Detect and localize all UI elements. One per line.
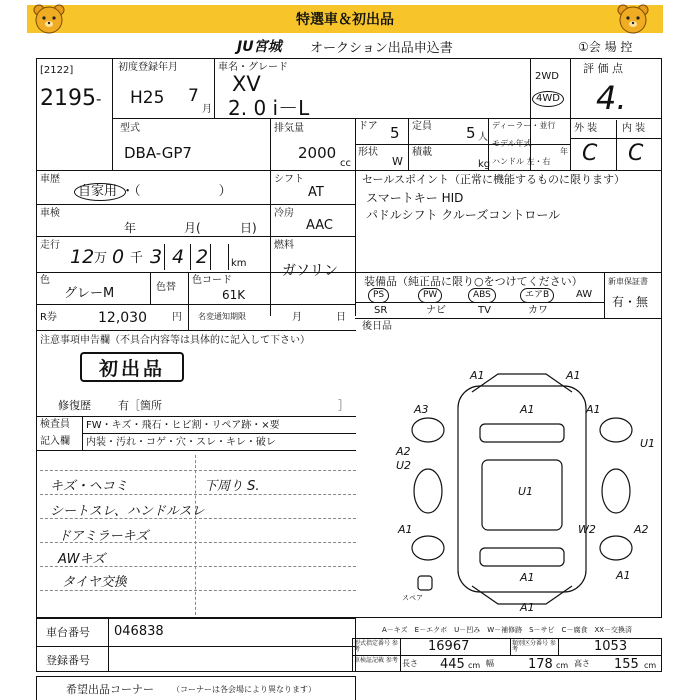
model-value: DBA-GP7 — [124, 144, 192, 162]
equip-leather: カワ — [528, 305, 548, 316]
form-title: オークション出品申込書 — [310, 41, 453, 56]
rating-score: 4. — [596, 79, 627, 117]
damage-mark: U2 — [396, 459, 412, 472]
warranty-value: 有・無 — [612, 295, 649, 309]
spare-label: スペア — [402, 594, 423, 602]
selling-point-2: パドルシフト クルーズコントロール — [366, 208, 561, 222]
width-unit: cm — [556, 661, 569, 670]
aircon-value: AAC — [306, 218, 333, 233]
handwritten-note-3: ドアミラーキズ — [58, 529, 149, 544]
damage-mark: A3 — [414, 403, 429, 416]
inspection-month-unit: 月( — [184, 221, 201, 235]
shift-value: AT — [308, 185, 324, 200]
equipment-label: 装備品（純正品に限り○をつけてください） — [364, 275, 583, 288]
chassis-label: 車台番号 — [46, 626, 90, 639]
inspector-entry-label: 記入欄 — [40, 436, 70, 447]
registration-label: 登録番号 — [46, 654, 90, 667]
warranty-label: 新車保証書 — [608, 277, 648, 286]
mileage-unit: km — [231, 258, 247, 269]
exterior-label: 外 装 — [574, 123, 598, 134]
handwritten-note-2: シートスレ、ハンドルスレ — [50, 504, 205, 519]
dims-label: 車検証記載 参考 — [354, 657, 398, 664]
damage-mark: A1 — [470, 369, 485, 382]
capacity-value: 5 — [466, 124, 476, 142]
inspector-row-1: FW・キズ・飛石・ヒビ割・リペア跡・×要 — [86, 420, 280, 431]
category-label: 類別区分番号 参考 — [512, 640, 556, 653]
length-unit: cm — [468, 661, 481, 670]
model-label: 型式 — [120, 123, 140, 134]
mileage-ju: 4 — [172, 246, 185, 268]
equip-tv: TV — [478, 305, 491, 316]
rear-seat-label: 後日品 — [362, 321, 392, 332]
damage-mark: A2 — [634, 523, 649, 536]
lot-dash: - — [96, 90, 102, 108]
damage-mark: A1 — [520, 403, 535, 416]
banner-title: 特選車＆初出品 — [296, 12, 394, 28]
lot-number: 2195 — [40, 86, 96, 111]
equip-navi: ナビ — [426, 305, 446, 316]
capacity-unit: 人 — [478, 132, 488, 143]
displacement-value: 2000 — [298, 144, 337, 162]
rating-label: 評 価 点 — [583, 62, 623, 75]
equip-pw: PW — [418, 288, 442, 303]
fuel-label: 燃料 — [274, 240, 294, 251]
handwritten-note-1: キズ・ヘコミ — [50, 479, 128, 494]
first-listing-stamp: 初出品 — [80, 352, 184, 382]
history-value: 自家用 ・（ ） — [78, 184, 232, 199]
inspector-label: 検査員 — [40, 419, 70, 430]
damage-mark: A1 — [520, 571, 535, 584]
color-code: 61K — [222, 288, 246, 302]
chassis-value: 046838 — [114, 624, 164, 639]
model-designation: 16967 — [428, 639, 470, 654]
reg-month-unit: 月 — [202, 104, 212, 115]
notes-label: 注意事項申告欄（不具合内容等は具体的に記入して下さい） — [40, 335, 310, 346]
shape-value: W — [392, 155, 403, 168]
wish-corner-note: （コーナーは各会場により異なります） — [172, 685, 316, 694]
reg-month: 7 — [188, 86, 199, 106]
drive-4wd: 4WD — [536, 93, 560, 104]
displacement-label: 排気量 — [274, 123, 304, 134]
damage-mark: A1 — [586, 403, 601, 416]
drive-2wd: 2WD — [535, 71, 559, 82]
category-number: 1053 — [594, 639, 628, 654]
length-label: 長さ — [402, 659, 418, 668]
damage-mark: W2 — [578, 523, 596, 536]
handwritten-note-4: AWキズ — [58, 552, 106, 567]
repair-close: ］ — [338, 399, 349, 412]
equip-sr: SR — [374, 305, 388, 316]
model-year-label: モデル年式 — [492, 139, 532, 148]
height-value: 155 — [614, 657, 639, 672]
load-label: 積載 — [412, 147, 432, 158]
car-name: XV — [232, 72, 261, 96]
equip-airbag: エアB — [520, 288, 554, 303]
equip-ps: PS — [368, 288, 389, 303]
bear-mascot-icon — [32, 3, 66, 35]
damage-mark: A1 — [520, 601, 535, 614]
model-year-unit: 年 — [560, 147, 568, 156]
model-designation-label: 型式指定番号 参考 — [354, 640, 398, 653]
shape-label: 形状 — [358, 147, 378, 158]
inspection-year-unit: 年 — [124, 221, 137, 235]
damage-legend: A－キズ E－エクボ U－凹み W－補修跡 S－サビ C－腐食 XX－交換済 — [382, 626, 633, 634]
repaint-label: 色替 — [156, 282, 176, 293]
damage-mark: U1 — [518, 485, 534, 498]
repair-value: 有［箇所 — [118, 399, 162, 412]
lot-small-number: [2122] — [40, 65, 74, 76]
dealer-label: ディーラー・並行 — [492, 121, 556, 130]
mileage-hyaku: 3 — [150, 246, 163, 268]
first-reg-label: 初度登録年月 — [118, 62, 178, 73]
damage-mark: A1 — [398, 523, 413, 536]
fuel-value: ガソリン — [282, 263, 338, 279]
recycle-value: 12,030 — [98, 310, 147, 326]
doors-label: ドア — [358, 121, 378, 132]
color-code-label: 色コード — [192, 275, 232, 286]
displacement-unit: cc — [340, 158, 351, 169]
equip-abs: ABS — [468, 288, 496, 303]
handwritten-note-right: 下周り S. — [204, 479, 260, 494]
name-change-notice-label: 名変通知期限 — [198, 312, 246, 321]
length-value: 445 — [440, 657, 465, 672]
color-value: グレーM — [64, 286, 115, 301]
width-label: 幅 — [486, 659, 494, 668]
interior-grade: C — [628, 141, 644, 166]
handwritten-note-5: タイヤ交換 — [62, 575, 127, 590]
mileage-label: 走行 — [40, 240, 60, 251]
recycle-unit: 円 — [172, 312, 182, 323]
interior-label: 内 装 — [622, 123, 646, 134]
mileage-ichi: 2 — [196, 246, 209, 268]
damage-mark: A1 — [616, 569, 631, 582]
top-banner — [27, 5, 663, 33]
recycle-label: R券 — [40, 312, 57, 323]
equip-aw: AW — [576, 289, 593, 300]
mileage-man-unit: 万 — [94, 251, 108, 266]
notice-month-unit: 月 — [292, 312, 302, 323]
wish-corner-label: 希望出品コーナー — [66, 683, 154, 696]
shift-label: シフト — [274, 174, 304, 185]
mileage-sen: 0 — [112, 246, 125, 268]
car-name-label: 車名・グレード — [218, 62, 288, 73]
damage-mark: U1 — [640, 437, 656, 450]
mileage-sen-unit: 千 — [130, 251, 144, 266]
width-value: 178 — [528, 657, 553, 672]
aircon-label: 冷房 — [274, 208, 294, 219]
doors-value: 5 — [390, 124, 400, 142]
brand-logo: JU宮城 — [237, 39, 282, 55]
notice-day-unit: 日 — [336, 312, 346, 323]
height-label: 高さ — [574, 659, 590, 668]
selling-point-1: スマートキー HID — [366, 191, 464, 205]
inspector-row-2: 内装・汚れ・コゲ・穴・スレ・キレ・破レ — [86, 437, 276, 448]
inspection-day-unit: 日) — [240, 221, 257, 235]
damage-mark: A2 — [396, 445, 411, 458]
reg-era-year: H25 — [130, 88, 165, 108]
mileage-man: 12 — [70, 246, 95, 268]
exterior-grade: C — [582, 141, 598, 166]
history-label: 車歴 — [40, 174, 60, 185]
load-unit: kg — [478, 159, 491, 170]
handle-label: ハンドル 左・右 — [492, 157, 551, 166]
venue-control: ①会 場 控 — [578, 40, 633, 54]
height-unit: cm — [644, 661, 657, 670]
selling-points-label: セールスポイント（正常に機能するものに限ります） — [362, 173, 626, 186]
car-grade: 2. 0 i－L — [228, 96, 310, 120]
bear-mascot-icon — [616, 3, 650, 35]
damage-mark: A1 — [566, 369, 581, 382]
inspection-label: 車検 — [40, 208, 60, 219]
repair-label: 修復歴 — [58, 399, 91, 412]
capacity-label: 定員 — [412, 121, 432, 132]
color-label: 色 — [40, 275, 50, 286]
